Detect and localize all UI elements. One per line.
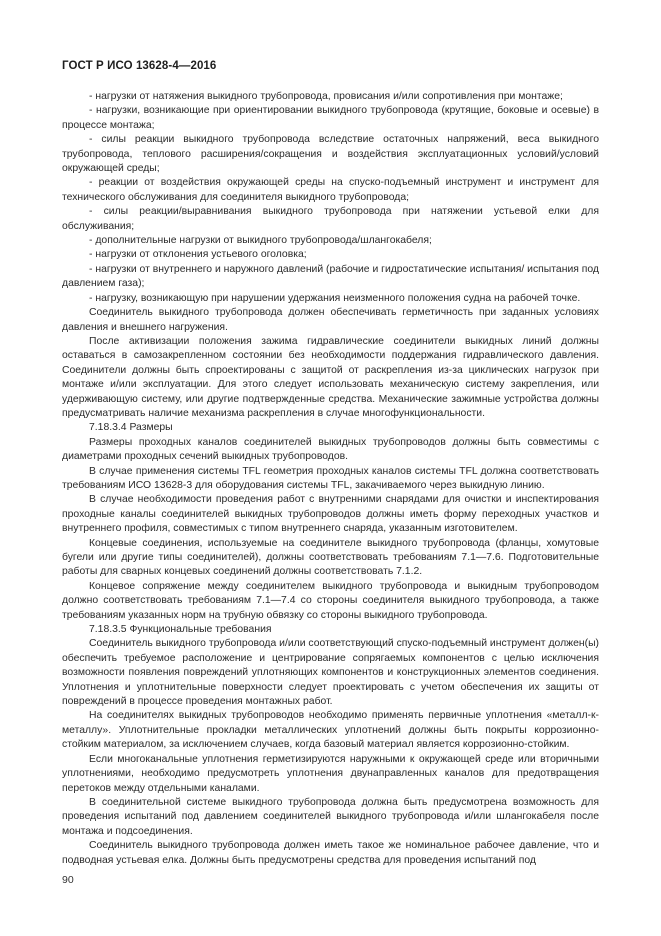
- paragraph: Если многоканальные уплотнения герметизируются наружными к окружающей среде или вторичными уплотнениями, необходимо предусмотреть уплотнения двунаправленных каналов для предотвращения перетоков между отдельными каналами.: [62, 753, 599, 794]
- paragraph: Размеры проходных каналов соединителей выкидных трубопроводов должны быть совместимы с диаметрами проходных сечений выкидных трубопроводов.: [62, 436, 599, 463]
- paragraph: На соединителях выкидных трубопроводов необходимо применять первичные уплотнения «металл-к-металлу». Уплотнительные прокладки металлических уплотнений должны быть покрыты коррозионно-стойким материалом, за исключением случаев, когда базовый материал является коррозионно-стойким.: [62, 710, 599, 751]
- paragraph: Концевое сопряжение между соединителем выкидного трубопровода и выкидным трубопроводом должно соответствовать требованиям 7.1—7.4 со стороны соединителя выкидного трубопровода, а также требованиям указанных норм на трубную обвязку со стороны выкидного трубопровода.: [62, 580, 599, 621]
- paragraph: 7.18.3.5 Функциональные требования: [89, 624, 272, 636]
- paragraph: - нагрузку, возникающую при нарушении удержания неизменного положения судна на рабочей точке.: [89, 292, 581, 304]
- paragraph: - нагрузки от отклонения устьевого оголовка;: [89, 249, 307, 261]
- paragraph: В соединительной системе выкидного трубопровода должна быть предусмотрена возможность для проведения испытаний под давлением соединителей выкидного трубопровода и/или шлангокабеля после монтажа и подсоединения.: [62, 796, 599, 837]
- paragraph: - реакции от воздействия окружающей среды на спуско-подъемный инструмент и инструмент для технического обслуживания для соединителя выкидного трубопровода;: [62, 177, 599, 203]
- paragraph: - нагрузки от натяжения выкидного трубопровода, провисания и/или сопротивления при монтаже;: [89, 91, 563, 102]
- standard-header: ГОСТ Р ИСО 13628-4—2016: [62, 60, 217, 72]
- paragraph: В случае необходимости проведения работ с внутренними снарядами для очистки и инспектирования проходные каналы соединителей выкидных трубопроводов должны иметь форму переходных участков и внутреннего профиля, совместимых с типом внутреннего снаряда, указанным изготовителем.: [62, 494, 599, 535]
- body-text: [62, 90, 599, 868]
- paragraph: - силы реакции выкидного трубопровода вследствие остаточных напряжений, веса выкидного трубопровода, теплового расширения/сокращения и воздействия эксплуатационных условий/условий окружающей среды;: [62, 134, 599, 175]
- paragraph: Соединитель выкидного трубопровода должен иметь такое же номинальное рабочее давление, что и подводная устьевая елка. Должны быть предусмотрены средства для проведения испытаний под: [62, 840, 599, 866]
- paragraph: - силы реакции/выравнивания выкидного трубопровода при натяжении устьевой елки для обслуживания;: [62, 206, 599, 232]
- paragraph: Соединитель выкидного трубопровода и/или соответствующий спуско-подъемный инструмент должен(ы) обеспечить требуемое расположение и центрирование сопрягаемых компонентов с целью исключения возможности появления повреждений уплотняющих компонентов и конструкционных элементов соединения. Уплотнения и уплотнительные поверхности следует проектировать с учетом обеспечения их защиты от повреждений в процессе проведения монтажных работ.: [62, 638, 599, 708]
- paragraph: Соединитель выкидного трубопровода должен обеспечивать герметичность при заданных условиях давления и внешнего нагружения.: [62, 307, 599, 333]
- paragraph: 7.18.3.4 Размеры: [89, 422, 173, 434]
- paragraph: Концевые соединения, используемые на соединителе выкидного трубопровода (фланцы, хомутовые бугели или другие типы соединителей), должны соответствовать требованиям 7.1—7.6. Подготовительные работы для сварных концевых соединений должны соответствовать 7.1.2.: [62, 537, 599, 578]
- paragraph: В случае применения системы TFL геометрия проходных каналов системы TFL должна соответствовать требованиям ИСО 13628-3 для оборудования системы TFL, закачиваемого через выкидную линию.: [62, 465, 599, 491]
- paragraph: - нагрузки, возникающие при ориентировании выкидного трубопровода (крутящие, боковые и осевые) в процессе монтажа;: [62, 105, 599, 131]
- paragraph: - нагрузки от внутреннего и наружного давлений (рабочие и гидростатические испытания/ испытания под давлением газа);: [62, 263, 599, 290]
- paragraph: - дополнительные нагрузки от выкидного трубопровода/шлангокабеля;: [89, 235, 432, 247]
- paragraph: После активизации положения зажима гидравлические соединители выкидных линий должны оставаться в самозакрепленном состоянии без необходимости поддержания гидравлического давления. Соединители должны быть спроектированы с защитой от раскрепления из-за циклических нагрузок при монтаже и/или эксплуатации. Для этого следует использовать механическую систему закрепления, или удерживающую систему, или другие подтвержденные средства. Механические зажимные устройства должны предусматривать наличие механизма раскрепления в случае многофункциональности.: [62, 335, 599, 419]
- page-number: 90: [62, 874, 74, 886]
